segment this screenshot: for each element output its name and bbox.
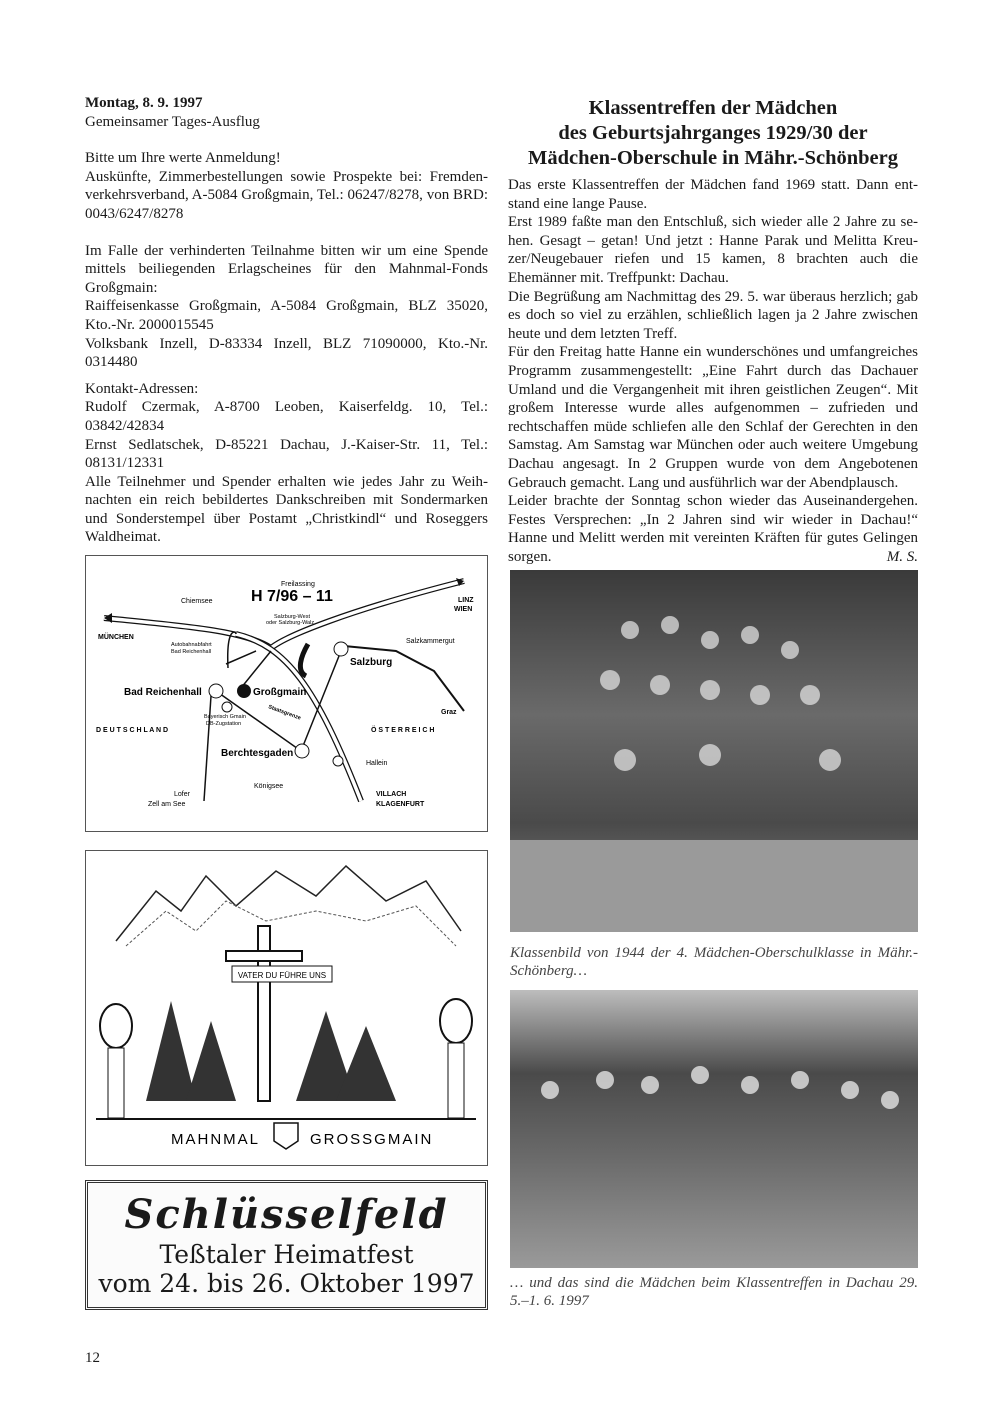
map-label-bad-reichenhall: Bad Reichenhall: [124, 687, 202, 698]
title-line-3: Mädchen-Oberschule in Mähr.-Schönberg: [528, 147, 898, 169]
map-label-autobahnabfahrt: Autobahnabfahrt: [171, 642, 212, 648]
bank-raiffeisen: Raiffeisenkasse Großgmain, A-5084 Großgmain, BLZ 35020, Kto.-Nr. 2000015545: [85, 298, 488, 333]
registration-note: Bitte um Ihre werte Anmeldung!: [85, 150, 281, 167]
photo-caption-1997: … und das sind die Mädchen beim Klassentreffen in Dachau 29. 5.–1. 6. 1997: [510, 1275, 918, 1309]
event-title: Gemeinsamer Tages-Ausflug: [85, 113, 260, 130]
memorial-caption-right: GROSSGMAIN: [310, 1131, 434, 1148]
map-label-wien: WIEN: [454, 606, 473, 613]
map-label-hallein: Hallein: [366, 760, 388, 767]
title-line-1: Klassentreffen der Mädchen: [588, 97, 838, 119]
map-label-salzburg: Salzburg: [350, 657, 393, 668]
article-title: [508, 96, 918, 171]
map-label-salzkammergut: Salzkammergut: [406, 638, 455, 645]
map-label-klagenfurt: KLAGENFURT: [376, 801, 425, 808]
article-paragraph: Die Begrüßung am Nachmittag des 29. 5. war überaus herzlich; gab es doch so viel zu erzählen, schließlich lagen ja 2 Jahre zwischen heute und dem letzten Treff.: [508, 288, 918, 342]
contact-sedlatschek: Ernst Sedlatschek, D-85221 Dachau, J.-Kaiser-Str. 11, Tel.: 08131/12331: [85, 436, 488, 472]
left-column: [85, 94, 488, 547]
ad-subtitle: Teßtaler Heimatfest: [159, 1240, 414, 1269]
map-label-oesterreich: Ö S T E R R E I C H: [371, 727, 435, 734]
class-photo-1944-image: [510, 570, 918, 932]
map-label-salzburg-west: Salzburg-West: [274, 614, 310, 620]
map-label-linz: LINZ: [458, 597, 474, 604]
article-paragraph: Das erste Klassentreffen der Mädchen fand 1969 statt. Dann entstand eine lange Pause.: [508, 177, 918, 212]
contacts-heading: Kontakt-Adressen:: [85, 380, 199, 397]
class-photo-1944: [510, 570, 918, 932]
donation-paragraph: Im Falle der verhinderten Teilnahme bitten wir um eine Spende mittels beiliegenden Erlagscheines für den Mahnmal-Fonds Großgmain:: [85, 242, 488, 296]
memorial-sign: VATER DU FÜHRE UNS: [237, 971, 327, 980]
festival-advert: [85, 1180, 488, 1310]
bank-volksbank: Volksbank Inzell, D-83334 Inzell, BLZ 71090000, Kto.-Nr. 0314480: [85, 335, 488, 371]
contact-czermak: Rudolf Czermak, A-8700 Leoben, Kaiserfeldg. 10, Tel.: 03842/42834: [85, 399, 488, 434]
map-label-zell-am-see: Zell am See: [148, 801, 186, 808]
map-drawing: [86, 556, 486, 830]
map-code: H 7/96 – 11: [251, 588, 333, 605]
title-line-2: des Geburtsjahrganges 1929/30 der: [558, 122, 868, 144]
map-label-deutschland: D E U T S C H L A N D: [96, 727, 169, 734]
map-label-grossgmain: Großgmain: [253, 687, 307, 698]
event-date: Montag, 8. 9. 1997: [85, 95, 203, 111]
map-label-graz: Graz: [441, 709, 457, 716]
class-reunion-photo-1997: [510, 990, 918, 1268]
article-paragraph: Erst 1989 faßte man den Entschluß, sich wieder alle 2 Jahre zu sehen. Gesagt – getan! Und jetzt : Hanne Parak und Melitta Kreuzer/Neugebauer riefen und 15 kamen, 8 brachten auch die Ehemänner mit. Treffpunkt: Dachau.: [508, 214, 918, 286]
memorial-drawing: [86, 851, 486, 1163]
map-label-bayerisch-gmain: Bayerisch Gmain: [204, 714, 246, 720]
memorial-caption-left: MAHNMAL: [170, 1131, 260, 1148]
map-label-staatsgrenze: Staatsgrenze: [267, 704, 302, 722]
map-label-villach: VILLACH: [376, 791, 407, 798]
map-label-lofer: Lofer: [174, 791, 190, 798]
map-label-muenchen: MÜNCHEN: [98, 634, 134, 641]
thanks-paragraph: Alle Teilnehmer und Spender erhalten wie jedes Jahr zu Weihnachten ein reich bebildertes Dankschreiben mit Sondermarken und Sonderstempel über Postamt „Christkindl“ und Roseggers Waldheimat.: [85, 473, 488, 546]
article-paragraph: Für den Freitag hatte Hanne ein wunderschönes und umfangreiches Programm zusammengestellt: „Eine Fahrt durch das Dachauer Umland und die Vergangenheit mit ihren geistlichen Zeugen“. Mit großem Interesse wurde alles aufgenommen – zufrieden und rechtschaffen müde schliefen alle den Schlaf der Gerechten in den Samstag. Am Samstag war München oder auch weitere Umgebung Dachau angesagt. In 2 Gruppen wurde von dem Angebotenen Gebrauch gemacht. Lang und ausführlich war der Abendplausch.: [508, 344, 918, 491]
article-paragraph: [508, 492, 918, 566]
map-label-chiemsee: Chiemsee: [181, 598, 213, 605]
ad-title: Schlüsselfeld: [124, 1191, 449, 1238]
map-label-db-station: DB-Zugstation: [206, 721, 242, 727]
right-column: [508, 94, 918, 566]
class-reunion-photo-image: [510, 990, 918, 1268]
map-label-koenigsee: Königsee: [254, 783, 284, 790]
map-label-freilassing: Freilassing: [281, 581, 315, 588]
photo-caption-1944: Klassenbild von 1944 der 4. Mädchen-Oberschulklasse in Mähr.-Schönberg…: [510, 945, 918, 979]
info-paragraph: Auskünfte, Zimmerbestellungen sowie Prospekte bei: Fremdenverkehrsverband, A-5084 Großgmain, Tel.: 06247/8278, von BRD: 0043/6247/8278: [85, 168, 488, 222]
memorial-illustration: [85, 850, 488, 1166]
page-number: 12: [85, 1350, 100, 1366]
ad-dates: vom 24. bis 26. Oktober 1997: [98, 1269, 475, 1298]
map-label-salzburg-walz: oder Salzburg-Walz: [266, 620, 315, 626]
route-map: [85, 555, 488, 832]
author-signature: M. S.: [886, 548, 918, 565]
closing-text: Leider brachte der Sonntag schon wieder das Auseinandergehen. Festes Versprechen: „In 2 Jahren sind wir wieder in Dachau!“ Hanne und Melitt werden mit vereinten Kräften für gutes Gelingen sorgen.: [508, 493, 918, 565]
map-label-berchtesgaden: Berchtesgaden: [221, 748, 294, 759]
map-label-autobahn-reichenhall: Bad Reichenhall: [171, 649, 212, 655]
